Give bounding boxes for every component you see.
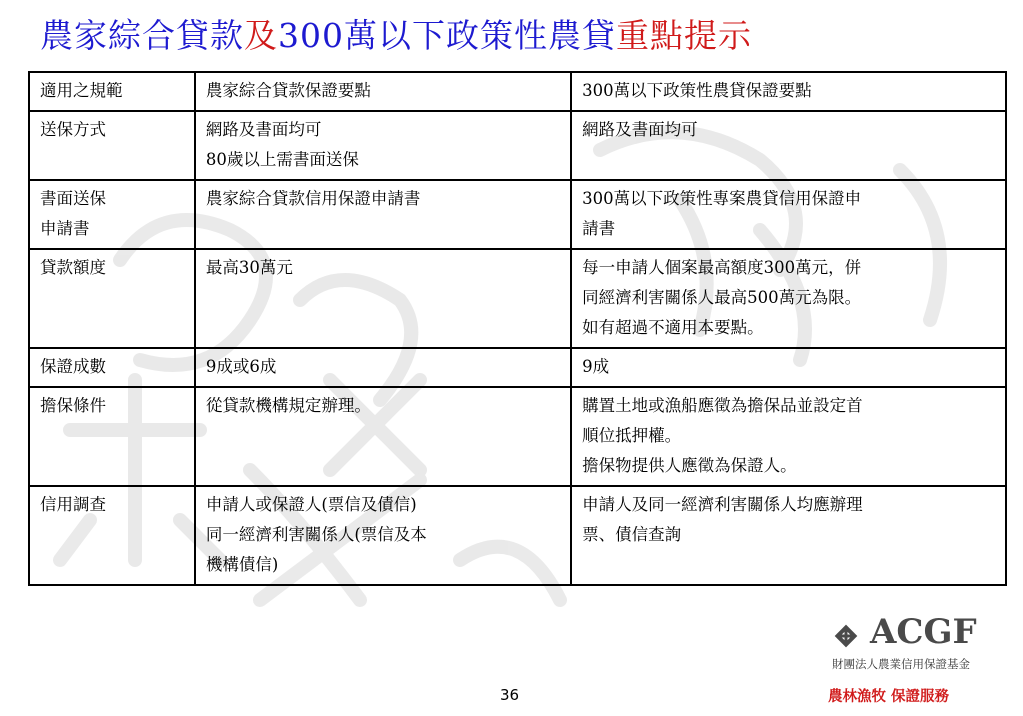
cell-line: 同一經濟利害關係人(票信及本 xyxy=(205,525,427,544)
cell-line: 送保方式 xyxy=(40,120,106,139)
table-row xyxy=(29,111,1006,180)
cell-line: 購置土地或漁船應徵為擔保品並設定首 xyxy=(582,396,863,415)
cell-line: 申請人及同一經濟利害關係人均應辦理 xyxy=(582,495,863,514)
cell-line: 擔保條件 xyxy=(40,396,106,415)
cell-line: 最高30萬元 xyxy=(205,258,293,277)
table-header-row xyxy=(29,72,1006,111)
table-row xyxy=(29,249,1006,348)
cell-line: 如有超過不適用本要點。 xyxy=(582,318,764,337)
cell-line: 同經濟利害關係人最高500萬元為限。 xyxy=(582,288,862,307)
row-col3 xyxy=(571,180,1006,249)
row-label xyxy=(29,249,195,348)
cell-line: 順位抵押權。 xyxy=(582,426,682,445)
row-col3 xyxy=(571,387,1006,486)
row-col3 xyxy=(571,486,1006,585)
cell-line: 9成 xyxy=(582,357,610,376)
cell-line: 從貸款機構規定辦理。 xyxy=(205,396,371,415)
cell-line: 300萬以下政策性專案農貸信用保證申 xyxy=(582,189,862,208)
cell-line: 農家綜合貸款信用保證申請書 xyxy=(205,189,421,208)
cell-line: 9成或6成 xyxy=(205,357,277,376)
title-part-4: 重點提示 xyxy=(616,16,752,55)
row-col2 xyxy=(195,249,571,348)
cell-line: 貸款額度 xyxy=(40,258,106,277)
header-cell-scope: 適用之規範 xyxy=(29,72,195,111)
row-col2 xyxy=(195,111,571,180)
table-row xyxy=(29,180,1006,249)
footer-tagline: 農林漁牧 保證服務 xyxy=(828,689,950,705)
cell-line: 書面送保 xyxy=(40,189,106,208)
title-part-2: 及 xyxy=(244,16,278,55)
row-label xyxy=(29,111,195,180)
cell-line: 網路及書面均可 xyxy=(205,120,322,139)
cell-line: 網路及書面均可 xyxy=(582,120,698,139)
row-col3 xyxy=(571,348,1006,387)
logo-subtitle: 財團法人農業信用保證基金 xyxy=(832,657,970,671)
page-number: 36 xyxy=(500,686,520,704)
row-label xyxy=(29,387,195,486)
row-col2 xyxy=(195,180,571,249)
header-cell-policy-loan: 300萬以下政策性農貸保證要點 xyxy=(571,72,1006,111)
header-cell-farm-loan: 農家綜合貸款保證要點 xyxy=(195,72,571,111)
page-title xyxy=(40,10,752,57)
title-part-3: 300萬以下政策性農貸 xyxy=(278,16,616,55)
row-label xyxy=(29,486,195,585)
row-col2 xyxy=(195,486,571,585)
cell-line: 保證成數 xyxy=(40,357,106,376)
cell-line: 機構債信) xyxy=(205,555,279,574)
cell-line: 請書 xyxy=(582,219,616,238)
cell-line: 票、債信查詢 xyxy=(582,525,682,544)
logo-text: ACGF xyxy=(870,612,977,652)
table-row xyxy=(29,387,1006,486)
row-col2 xyxy=(195,348,571,387)
cell-line: 申請人或保證人(票信及債信) xyxy=(205,495,417,514)
table-row xyxy=(29,348,1006,387)
row-col3 xyxy=(571,111,1006,180)
row-col3 xyxy=(571,249,1006,348)
cell-line: 擔保物提供人應徵為保證人。 xyxy=(582,456,797,475)
cell-line: 80歲以上需書面送保 xyxy=(205,150,359,169)
cell-line: 申請書 xyxy=(40,219,90,238)
cell-line: 每一申請人個案最高額度300萬元，併 xyxy=(582,258,862,277)
comparison-table xyxy=(28,71,1007,586)
table-row xyxy=(29,486,1006,585)
row-label xyxy=(29,180,195,249)
title-part-1: 農家綜合貸款 xyxy=(40,16,244,55)
row-col2 xyxy=(195,387,571,486)
row-label xyxy=(29,348,195,387)
cell-line: 信用調查 xyxy=(40,495,106,514)
